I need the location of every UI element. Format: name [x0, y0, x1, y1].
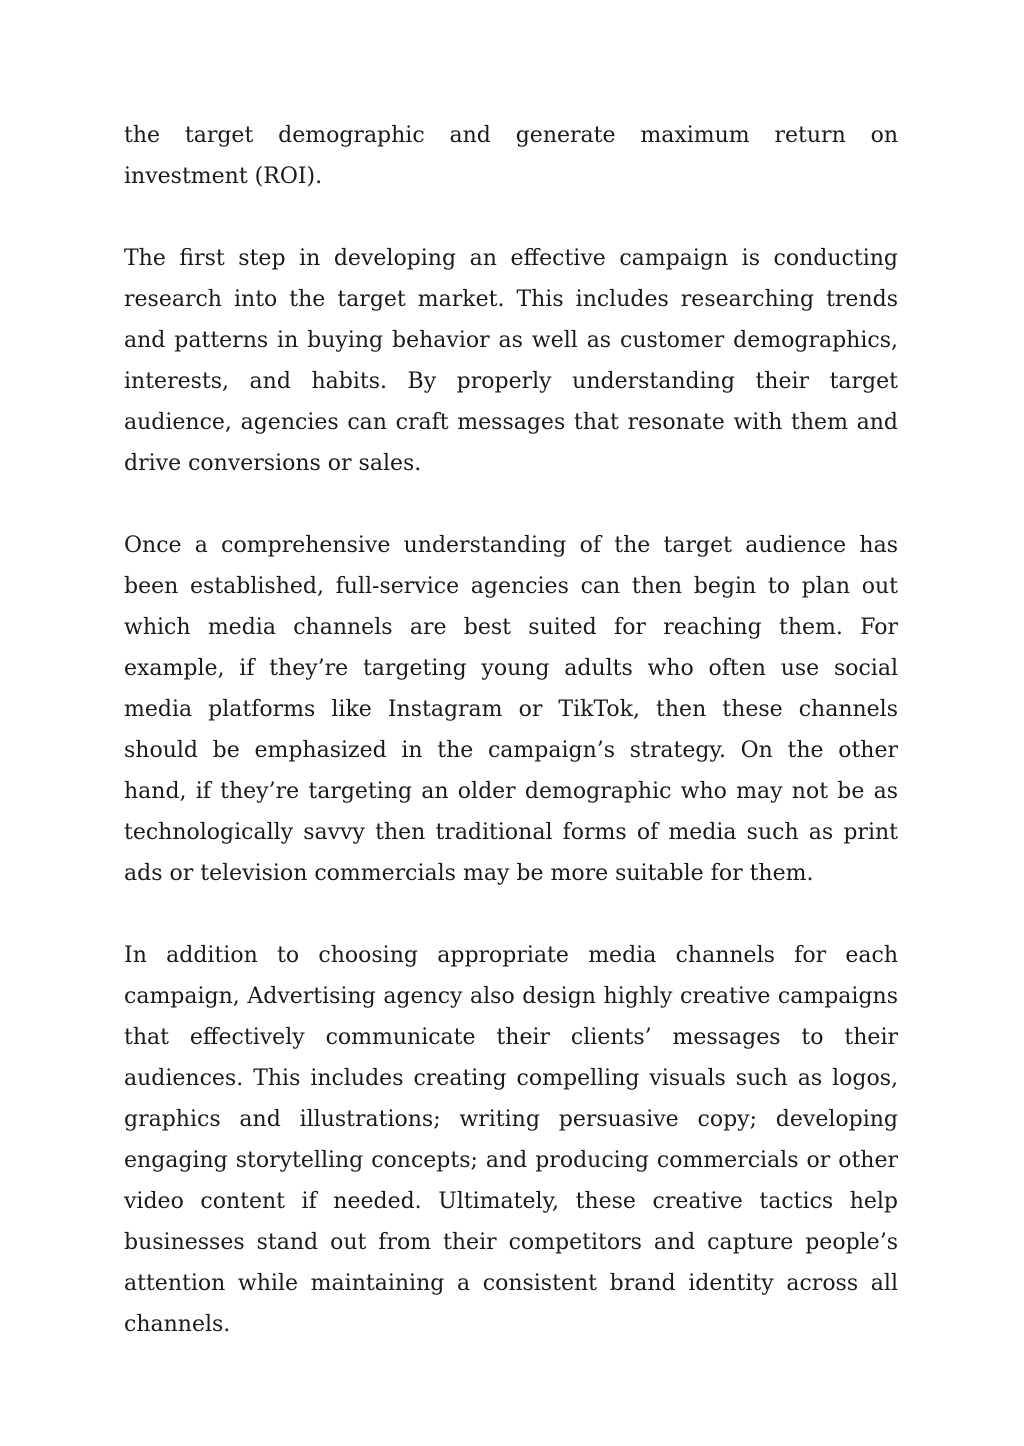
paragraph-media-channels: Once a comprehensive understanding of the target audience has been established, full-service agencies can then begin to plan out which media channels are best suited for reaching them. For example, if they’re targeting young adults who often use social media platforms like Instagram or TikTok, then these channels should be emphasized in the campaign’s strategy. On the other hand, if they’re targeting an older demographic who may not be as technologically savvy then traditional forms of media such as print ads or television commercials may be more suitable for them. [124, 533, 898, 886]
paragraph-roi-continuation: the target demographic and generate maximum return on investment (ROI). [124, 123, 898, 189]
document-page [124, 115, 898, 1386]
paragraph-creative-campaigns: In addition to choosing appropriate media channels for each campaign, Advertising agency also design highly creative campaigns that effectively communicate their clients’ messages to their audiences. This includes creating compelling visuals such as logos, graphics and illustrations; writing persuasive copy; developing engaging storytelling concepts; and producing commercials or other video content if needed. Ultimately, these creative tactics help businesses stand out from their competitors and capture people’s attention while maintaining a consistent brand identity across all channels. [124, 943, 898, 1337]
paragraph-research: The first step in developing an effective campaign is conducting research into the target market. This includes researching trends and patterns in buying behavior as well as customer demographics, interests, and habits. By properly understanding their target audience, agencies can craft messages that resonate with them and drive conversions or sales. [124, 246, 898, 476]
